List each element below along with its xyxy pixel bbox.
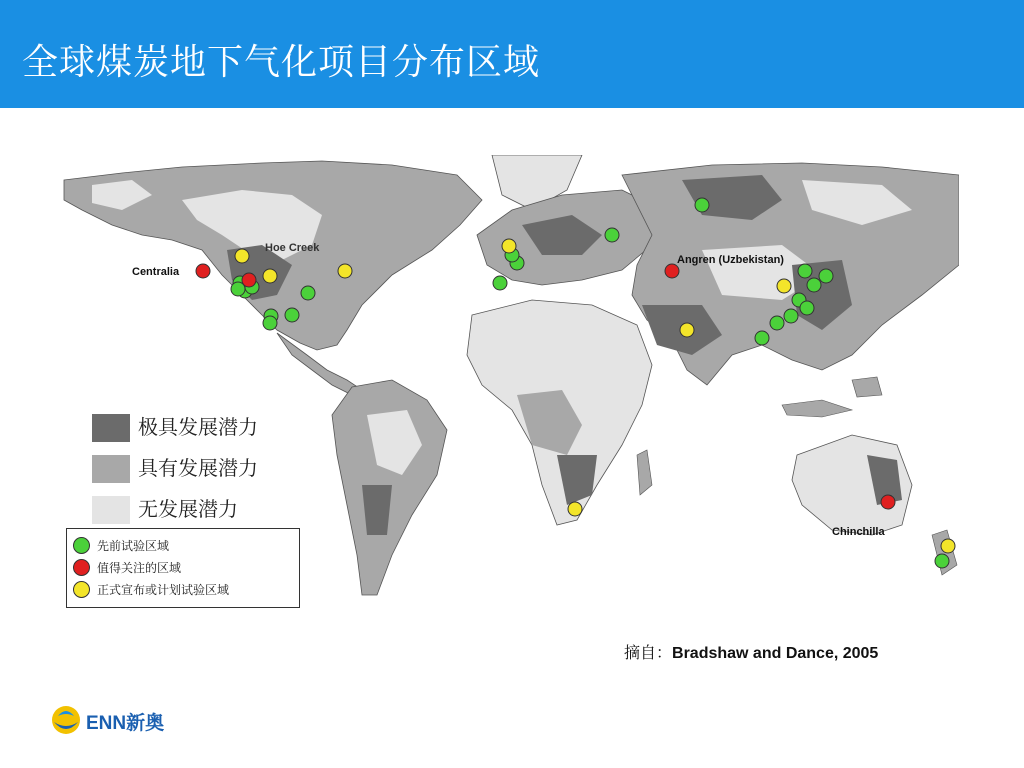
site-marker-planned bbox=[680, 323, 694, 337]
legend-swatch-medium bbox=[92, 455, 130, 483]
site-marker-previous-trial bbox=[695, 198, 709, 212]
site-marker-previous-trial bbox=[605, 228, 619, 242]
site-marker-planned bbox=[941, 539, 955, 553]
header-bar bbox=[0, 0, 1024, 108]
logo-text: ENN新奥 bbox=[86, 713, 165, 734]
green-dot-icon bbox=[73, 537, 90, 554]
site-marker-previous-trial bbox=[935, 554, 949, 568]
legend-text-notable: 值得关注的区域 bbox=[97, 561, 182, 575]
site-marker-planned bbox=[263, 269, 277, 283]
legend-high-potential bbox=[92, 410, 312, 446]
site-marker-planned bbox=[568, 502, 582, 516]
site-marker-previous-trial bbox=[784, 309, 798, 323]
site-marker-notable bbox=[196, 264, 210, 278]
site-marker-previous-trial bbox=[285, 308, 299, 322]
site-marker-previous-trial bbox=[798, 264, 812, 278]
site-marker-planned bbox=[235, 249, 249, 263]
site-marker-previous-trial bbox=[755, 331, 769, 345]
source-citation bbox=[624, 640, 878, 663]
source-prefix: 摘自： bbox=[624, 643, 673, 662]
site-marker-previous-trial bbox=[301, 286, 315, 300]
site-marker-planned bbox=[338, 264, 352, 278]
page-title: 全球煤炭地下气化项目分布区域 bbox=[22, 42, 541, 83]
legend-swatch-high bbox=[92, 414, 130, 442]
site-label-angren: Angren (Uzbekistan) bbox=[677, 254, 784, 266]
site-marker-notable bbox=[665, 264, 679, 278]
site-marker-notable bbox=[242, 273, 256, 287]
legend-text-planned: 正式宣布或计划试验区域 bbox=[97, 583, 230, 597]
logo-icon bbox=[50, 704, 82, 736]
yellow-dot-icon bbox=[73, 581, 90, 598]
site-marker-previous-trial bbox=[800, 301, 814, 315]
site-legend bbox=[66, 528, 300, 608]
site-label-centralia: Centralia bbox=[132, 266, 180, 278]
site-marker-previous-trial bbox=[263, 316, 277, 330]
legend-label-medium: 具有发展潜力 bbox=[138, 456, 258, 480]
site-marker-previous-trial bbox=[807, 278, 821, 292]
legend-no-potential bbox=[92, 492, 312, 528]
site-marker-previous-trial bbox=[819, 269, 833, 283]
source-text: Bradshaw and Dance, 2005 bbox=[672, 645, 879, 662]
site-marker-notable bbox=[881, 495, 895, 509]
legend-label-none: 无发展潜力 bbox=[138, 497, 238, 521]
enn-logo bbox=[50, 704, 180, 736]
site-label-hoe-creek: Hoe Creek bbox=[265, 242, 320, 254]
red-dot-icon bbox=[73, 559, 90, 576]
legend-swatch-none bbox=[92, 496, 130, 524]
legend-label-high: 极具发展潜力 bbox=[138, 415, 258, 439]
site-marker-planned bbox=[502, 239, 516, 253]
site-marker-planned bbox=[777, 279, 791, 293]
legend-text-previous: 先前试验区域 bbox=[97, 539, 170, 553]
site-marker-previous-trial bbox=[493, 276, 507, 290]
site-marker-previous-trial bbox=[770, 316, 784, 330]
site-label-chinchilla: Chinchilla bbox=[832, 526, 885, 538]
legend-medium-potential bbox=[92, 451, 312, 487]
world-map bbox=[62, 155, 959, 610]
